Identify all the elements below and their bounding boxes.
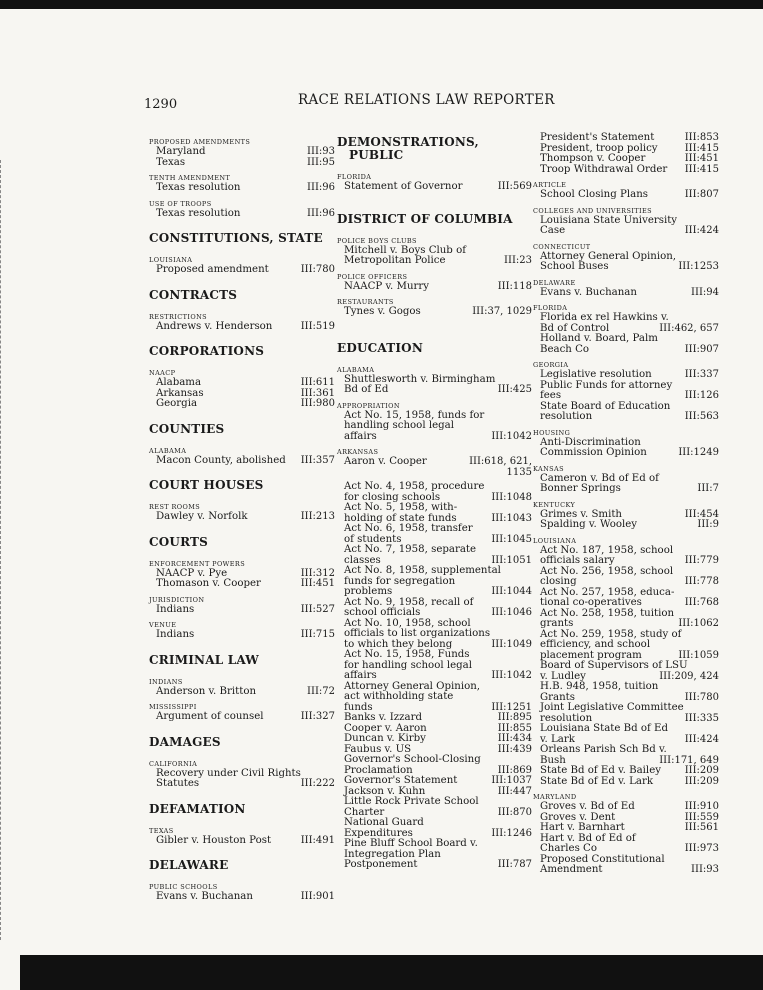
subheading: ALABAMA <box>337 365 375 374</box>
subheading: ARTICLE <box>533 181 567 189</box>
index-entry: Case III:424 <box>540 225 719 236</box>
index-entry: Macon County, abolished III:357 <box>156 454 335 466</box>
section-heading-cont: PUBLIC <box>349 148 404 162</box>
index-entry: school officials III:1046 <box>344 607 532 618</box>
index-entry: President, troop policy III:415 <box>540 142 719 154</box>
index-entry: Grants III:780 <box>540 691 719 703</box>
index-column-3 <box>533 133 719 876</box>
index-entry: placement program III:1059 <box>540 649 719 661</box>
section-heading: CORPORATIONS <box>149 344 265 358</box>
index-entry: Bonner Springs III:7 <box>540 483 719 494</box>
index-entry: Banks v. Izzard III:895 <box>344 712 532 723</box>
subheading: JURISDICTION <box>149 595 205 604</box>
section-heading: DELAWARE <box>149 858 229 872</box>
index-entry: Act No. 5, 1958, with- <box>344 502 458 513</box>
index-entry: Joint Legislative Committee <box>540 702 684 713</box>
index-entry: Groves v. Dent III:559 <box>540 811 719 823</box>
index-entry: Charter III:870 <box>344 806 532 818</box>
index-entry: Indians III:527 <box>156 603 335 615</box>
index-entry: for closing schools III:1048 <box>344 491 532 503</box>
subheading: MISSISSIPPI <box>149 703 197 711</box>
index-entry: 1135 <box>506 466 532 478</box>
index-entry: NAACP v. Pye III:312 <box>156 567 335 579</box>
index-entry: Hart v. Barnhart III:561 <box>540 822 719 833</box>
index-entry: Cameron v. Bd of Ed of <box>540 472 659 484</box>
index-entry: Act No. 256, 1958, school <box>540 565 674 577</box>
subheading: RESTAURANTS <box>337 298 394 306</box>
index-entry: Little Rock Private School <box>344 796 479 807</box>
index-entry: State Bd of Ed v. Lark III:209 <box>540 775 719 787</box>
index-entry: Act No. 258, 1958, tuition <box>540 607 675 619</box>
subheading: COLLEGES AND UNIVERSITIES <box>533 206 652 215</box>
index-entry: Thompson v. Cooper III:451 <box>540 153 719 164</box>
index-entry: Act No. 8, 1958, supplemental <box>344 565 501 576</box>
index-entry: Act No. 257, 1958, educa- <box>540 586 675 598</box>
bottom-scan-border <box>20 955 763 990</box>
index-entry: Argument of counsel III:327 <box>156 711 335 722</box>
subheading: CONNECTICUT <box>533 242 591 251</box>
subheading: APPROPRIATION <box>337 401 400 410</box>
index-entry: efficiency, and school <box>540 639 651 650</box>
section-heading: EDUCATION <box>337 340 423 355</box>
index-entry: Governor's School-Closing <box>344 754 481 765</box>
index-entry: Anti-Discrimination <box>540 436 641 448</box>
index-entry: Public Funds for attorney <box>540 379 673 391</box>
section-heading: COUNTIES <box>149 421 225 436</box>
index-entry: Arkansas III:361 <box>156 387 335 399</box>
index-entry: act withholding state <box>344 691 454 702</box>
section-heading: COURTS <box>149 534 209 549</box>
index-entry: Jackson v. Kuhn III:447 <box>344 785 532 797</box>
index-entry: Holland v. Board, Palm <box>540 333 658 344</box>
index-column-1 <box>149 132 335 907</box>
index-entry: for handling school legal <box>344 659 472 671</box>
index-entry: National Guard <box>344 817 424 828</box>
subheading: LOUISIANA <box>533 536 577 545</box>
index-entry: Groves v. Bd of Ed III:910 <box>540 801 719 812</box>
index-entry: Alabama III:611 <box>156 377 335 388</box>
subheading: FLORIDA <box>337 173 372 181</box>
index-entry: Postponement III:787 <box>344 859 532 870</box>
index-entry: Proposed Constitutional <box>540 853 665 865</box>
index-entry: State Bd of Ed v. Bailey III:209 <box>540 765 719 776</box>
subheading: NAACP <box>149 369 176 377</box>
subheading: LOUISIANA <box>149 256 193 264</box>
left-scan-edge <box>0 160 4 940</box>
index-entry: Evans v. Buchanan III:901 <box>156 891 335 902</box>
index-entry: Aaron v. Cooper III:618, 621, <box>344 456 532 467</box>
index-entry: Act No. 187, 1958, school <box>540 544 674 556</box>
index-entry: classes III:1051 <box>344 554 532 566</box>
subheading: VENUE <box>149 621 177 629</box>
index-entry: Gibler v. Houston Post III:491 <box>156 834 335 846</box>
index-entry: of students III:1045 <box>344 533 532 545</box>
index-entry: Texas resolution III:96 <box>156 207 335 219</box>
index-entry: Recovery under Civil Rights <box>156 767 301 779</box>
subheading: MARYLAND <box>533 793 577 801</box>
subheading: ARKANSAS <box>337 448 379 456</box>
section-heading: CONSTITUTIONS, STATE <box>149 231 323 245</box>
index-entry: Indians III:715 <box>156 629 335 640</box>
index-entry: Georgia III:980 <box>156 398 335 409</box>
subheading: PUBLIC SCHOOLS <box>149 883 218 891</box>
index-entry: affairs III:1042 <box>344 670 532 681</box>
index-entry: Maryland III:93 <box>156 146 335 157</box>
subheading: USE OF TROOPS <box>149 199 212 208</box>
index-entry: Shuttlesworth v. Birmingham <box>344 373 496 385</box>
index-entry: v. Ludley III:209, 424 <box>540 670 719 682</box>
section-heading: CRIMINAL LAW <box>149 652 259 667</box>
index-entry: Pine Bluff School Board v. <box>344 838 478 849</box>
index-entry: Troop Withdrawal Order III:415 <box>540 163 719 175</box>
subheading: INDIANS <box>149 677 183 686</box>
subheading: POLICE OFFICERS <box>337 272 408 281</box>
index-entry: School Buses III:1253 <box>540 261 719 272</box>
subheading: HOUSING <box>533 428 571 437</box>
subheading: ENFORCEMENT POWERS <box>149 559 246 568</box>
subheading: PROPOSED AMENDMENTS <box>149 138 251 146</box>
index-entry: H.B. 948, 1958, tuition <box>540 681 659 692</box>
index-entry: Act No. 7, 1958, separate <box>344 544 477 555</box>
index-entry: Act No. 259, 1958, study of <box>540 628 682 640</box>
index-entry: Metropolitan Police III:23 <box>344 255 532 266</box>
index-entry: Governor's Statement III:1037 <box>344 775 532 786</box>
index-entry: NAACP v. Murry III:118 <box>344 280 532 292</box>
index-entry: Hart v. Bd of Ed of <box>540 832 636 844</box>
index-entry: funds III:1251 <box>344 701 532 713</box>
subheading: KENTUCKY <box>533 500 576 509</box>
index-entry: Duncan v. Kirby III:434 <box>344 733 532 744</box>
subheading: FLORIDA <box>533 304 568 312</box>
index-entry: Board of Supervisors of LSU <box>540 660 688 671</box>
section-heading: DEFAMATION <box>149 801 246 816</box>
subheading: CALIFORNIA <box>149 759 198 768</box>
index-entry: Tynes v. Gogos III:37, 1029 <box>344 306 532 317</box>
index-entry: Evans v. Buchanan III:94 <box>540 286 719 298</box>
running-head: RACE RELATIONS LAW REPORTER <box>298 92 555 108</box>
index-entry: affairs III:1042 <box>344 430 532 442</box>
index-entry: resolution III:563 <box>540 411 719 422</box>
index-entry: Integregation Plan <box>344 848 441 860</box>
index-entry: resolution III:335 <box>540 712 719 724</box>
subheading: GEORGIA <box>533 361 569 369</box>
index-entry: Thomason v. Cooper III:451 <box>156 578 335 589</box>
subheading: TENTH AMENDMENT <box>149 174 231 182</box>
index-entry: Spalding v. Wooley III:9 <box>540 519 719 530</box>
index-entry: Proposed amendment III:780 <box>156 264 335 275</box>
index-entry: Attorney General Opinion, <box>344 680 481 692</box>
section-heading: DEMONSTRATIONS, <box>337 135 479 149</box>
section-heading: DAMAGES <box>149 734 221 749</box>
index-entry: Louisiana State Bd of Ed <box>540 723 669 734</box>
index-entry: Andrews v. Henderson III:519 <box>156 320 335 332</box>
index-entry: Cooper v. Aaron III:855 <box>344 722 532 734</box>
index-entry: Statutes III:222 <box>156 778 335 789</box>
index-entry: Statement of Governor III:569 <box>344 181 532 192</box>
section-heading: COURT HOUSES <box>149 478 264 492</box>
subheading: KANSAS <box>533 464 564 473</box>
index-entry: handling school legal <box>344 420 454 431</box>
subheading: TEXAS <box>149 826 174 835</box>
index-entry: Texas resolution III:96 <box>156 182 335 193</box>
index-entry: Proclamation III:869 <box>344 764 532 776</box>
index-entry: Act No. 15, 1958, Funds <box>344 649 470 660</box>
index-entry: School Closing Plans III:807 <box>540 189 719 200</box>
index-entry: Act No. 9, 1958, recall of <box>344 596 474 608</box>
index-entry: grants III:1062 <box>540 618 719 629</box>
index-entry: Texas III:95 <box>156 156 335 168</box>
index-entry: Act No. 10, 1958, school <box>344 617 471 629</box>
page-number: 1290 <box>144 97 178 112</box>
index-entry: Grimes v. Smith III:454 <box>540 508 719 520</box>
index-entry: Louisiana State University <box>540 214 678 226</box>
index-entry: Bush III:171, 649 <box>540 754 719 766</box>
index-entry: State Board of Education <box>540 400 671 412</box>
subheading: DELAWARE <box>533 278 576 287</box>
index-entry: tional co-operatives III:768 <box>540 597 719 608</box>
top-scan-border <box>0 0 763 9</box>
subheading: RESTRICTIONS <box>149 312 208 321</box>
index-entry: problems III:1044 <box>344 586 532 597</box>
index-entry: Act No. 4, 1958, procedure <box>344 481 485 492</box>
index-entry: Bd of Control III:462, 657 <box>540 322 719 334</box>
index-entry: Amendment III:93 <box>540 864 719 875</box>
index-entry: Charles Co III:973 <box>540 843 719 854</box>
index-entry: to which they belong III:1049 <box>344 638 532 650</box>
section-heading: DISTRICT OF COLUMBIA <box>337 211 513 226</box>
index-entry: President's Statement III:853 <box>540 132 719 143</box>
index-entry: officials salary III:779 <box>540 555 719 566</box>
index-entry: Dawley v. Norfolk III:213 <box>156 511 335 522</box>
index-entry: Anderson v. Britton III:72 <box>156 685 335 697</box>
index-entry: holding of state funds III:1043 <box>344 512 532 524</box>
index-entry: officials to list organizations <box>344 628 491 639</box>
subheading: ALABAMA <box>149 446 187 455</box>
index-entry: funds for segregation <box>344 575 456 587</box>
index-entry: Act No. 15, 1958, funds for <box>344 409 485 421</box>
index-entry: Act No. 6, 1958, transfer <box>344 523 473 534</box>
index-entry: Orleans Parish Sch Bd v. <box>540 744 667 755</box>
subheading: REST ROOMS <box>149 503 201 511</box>
index-entry: Commission Opinion III:1249 <box>540 447 719 458</box>
index-column-2 <box>337 132 532 871</box>
index-entry: Faubus v. US III:439 <box>344 743 532 755</box>
index-entry: Florida ex rel Hawkins v. <box>540 312 669 323</box>
index-entry: Bd of Ed III:425 <box>344 384 532 395</box>
index-entry: Attorney General Opinion, <box>540 250 677 262</box>
subheading: POLICE BOYS CLUBS <box>337 236 417 245</box>
index-entry: Beach Co III:907 <box>540 343 719 355</box>
index-entry: Legislative resolution III:337 <box>540 369 719 380</box>
section-heading: CONTRACTS <box>149 287 238 302</box>
index-entry: Expenditures III:1246 <box>344 827 532 839</box>
index-entry: v. Lark III:424 <box>540 733 719 745</box>
index-entry: fees III:126 <box>540 390 719 401</box>
index-entry: Mitchell v. Boys Club of <box>344 244 466 256</box>
index-entry: closing III:778 <box>540 576 719 587</box>
